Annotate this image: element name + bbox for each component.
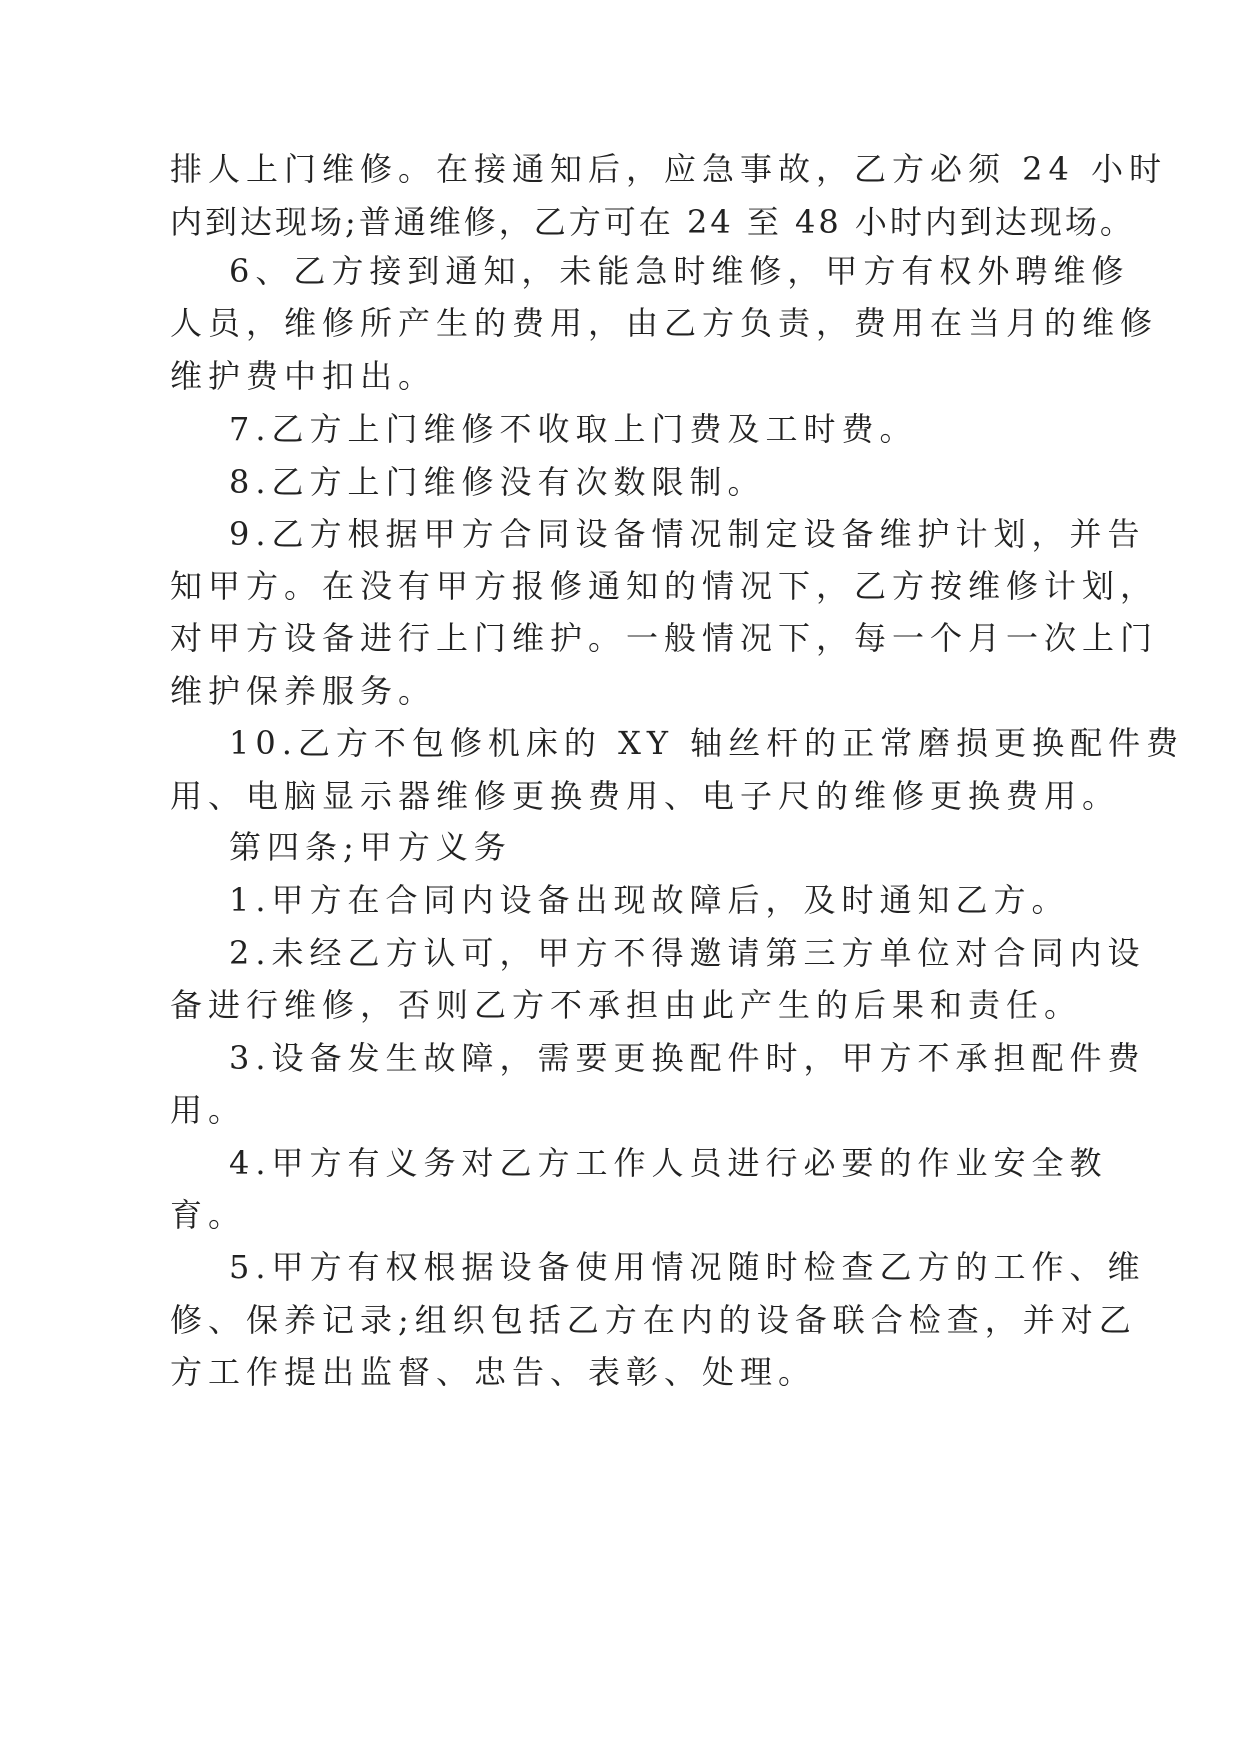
text-line: 5.甲方有权根据设备使用情况随时检查乙方的工作、维	[229, 1248, 1146, 1286]
text-line: 排人上门维修。在接通知后，应急事故，乙方必须 24 小时	[170, 150, 1168, 188]
text-line: 育。	[170, 1196, 247, 1234]
text-line: 7.乙方上门维修不收取上门费及工时费。	[229, 410, 918, 448]
text-line: 备进行维修，否则乙方不承担由此产生的后果和责任。	[170, 986, 1083, 1024]
text-line: 维护费中扣出。	[170, 357, 437, 395]
text-line: 2.未经乙方认可，甲方不得邀请第三方单位对合同内设	[229, 934, 1146, 972]
text-line: 6、乙方接到通知，未能急时维修，甲方有权外聘维修	[229, 252, 1130, 290]
text-line: 4.甲方有义务对乙方工作人员进行必要的作业安全教	[229, 1144, 1108, 1182]
text-line: 人员，维修所产生的费用，由乙方负责，费用在当月的维修	[170, 304, 1159, 342]
text-line: 10.乙方不包修机床的 XY 轴丝杆的正常磨损更换配件费	[229, 724, 1185, 762]
text-line: 对甲方设备进行上门维护。一般情况下，每一个月一次上门	[170, 619, 1159, 657]
text-line: 9.乙方根据甲方合同设备情况制定设备维护计划，并告	[229, 515, 1146, 553]
text-line: 知甲方。在没有甲方报修通知的情况下，乙方按维修计划，	[170, 567, 1159, 605]
text-line: 1.甲方在合同内设备出现故障后，及时通知乙方。	[229, 881, 1070, 919]
text-line: 方工作提出监督、忠告、表彰、处理。	[170, 1353, 817, 1391]
text-line: 3.设备发生故障，需要更换配件时，甲方不承担配件费	[229, 1039, 1146, 1077]
section-heading: 第四条;甲方义务	[229, 828, 512, 866]
text-line: 用、电脑显示器维修更换费用、电子尺的维修更换费用。	[170, 777, 1121, 815]
text-line: 8.乙方上门维修没有次数限制。	[229, 463, 766, 501]
text-line: 维护保养服务。	[170, 672, 437, 710]
text-line: 修、保养记录;组织包括乙方在内的设备联合检查，并对乙	[170, 1301, 1137, 1339]
text-line: 用。	[170, 1091, 247, 1129]
text-line: 内到达现场;普通维修，乙方可在 24 至 48 小时内到达现场。	[170, 203, 1135, 241]
